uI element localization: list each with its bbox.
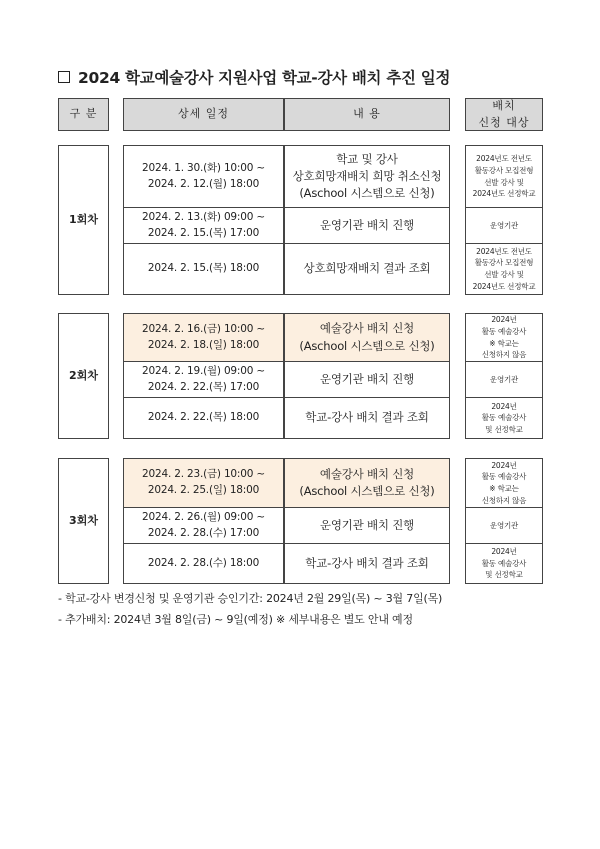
schedule-target: 2024년 활동 예술강사 및 선정학교 <box>465 543 543 584</box>
schedule-content: 운영기관 배치 진행 <box>284 207 450 244</box>
schedule-date: 2024. 2. 13.(화) 09:00 ~ 2024. 2. 15.(목) 17:00 <box>123 207 284 244</box>
schedule-content: 학교-강사 배치 결과 조회 <box>284 397 450 439</box>
page-title-text: 2024 학교예술강사 지원사업 학교-강사 배치 추진 일정 <box>78 69 451 87</box>
schedule-date: 2024. 2. 22.(목) 18:00 <box>123 397 284 439</box>
schedule-content: 예술강사 배치 신청 (Aschool 시스템으로 신청) <box>284 458 450 508</box>
schedule-content: 학교-강사 배치 결과 조회 <box>284 543 450 584</box>
round-label: 3회차 <box>58 458 109 584</box>
schedule-target: 2024년 활동 예술강사 ※ 학교는 신청하지 않음 <box>465 313 543 362</box>
schedule-target: 운영기관 <box>465 361 543 398</box>
round-label: 2회차 <box>58 313 109 439</box>
schedule-target: 2024년 활동 예술강사 ※ 학교는 신청하지 않음 <box>465 458 543 508</box>
schedule-date: 2024. 2. 19.(월) 09:00 ~ 2024. 2. 22.(목) 17:00 <box>123 361 284 398</box>
schedule-target: 2024년 활동 예술강사 및 선정학교 <box>465 397 543 439</box>
schedule-date: 2024. 2. 23.(금) 10:00 ~ 2024. 2. 25.(일) 18:00 <box>123 458 284 508</box>
header-target: 배치 신청 대상 <box>465 98 543 131</box>
header-content: 내 용 <box>284 98 450 131</box>
page-title <box>58 66 558 88</box>
schedule-content: 운영기관 배치 진행 <box>284 507 450 544</box>
note-change-approval: - 학교-강사 변경신청 및 운영기관 승인기간: 2024년 2월 29일(목) ~ 3월 7일(목) <box>58 592 443 605</box>
checkbox-square-icon <box>58 71 70 83</box>
schedule-date: 2024. 2. 16.(금) 10:00 ~ 2024. 2. 18.(일) 18:00 <box>123 313 284 362</box>
schedule-target: 운영기관 <box>465 507 543 544</box>
schedule-date: 2024. 2. 15.(목) 18:00 <box>123 243 284 295</box>
schedule-content: 예술강사 배치 신청 (Aschool 시스템으로 신청) <box>284 313 450 362</box>
schedule-target: 운영기관 <box>465 207 543 244</box>
schedule-target: 2024년도 전년도 활동강사 모집전형 선발 강사 및 2024년도 선정학교 <box>465 145 543 208</box>
schedule-content: 상호희망재배치 결과 조회 <box>284 243 450 295</box>
schedule-target: 2024년도 전년도 활동강사 모집전형 선발 강사 및 2024년도 선정학교 <box>465 243 543 295</box>
schedule-date: 2024. 2. 28.(수) 18:00 <box>123 543 284 584</box>
schedule-date: 2024. 2. 26.(월) 09:00 ~ 2024. 2. 28.(수) 17:00 <box>123 507 284 544</box>
note-additional-placement: - 추가배치: 2024년 3월 8일(금) ~ 9일(예정) ※ 세부내용은 별도 안내 예정 <box>58 613 413 626</box>
round-label: 1회차 <box>58 145 109 295</box>
schedule-content: 운영기관 배치 진행 <box>284 361 450 398</box>
schedule-date: 2024. 1. 30.(화) 10:00 ~ 2024. 2. 12.(월) 18:00 <box>123 145 284 208</box>
schedule-content: 학교 및 강사 상호희망재배치 희망 취소신청 (Aschool 시스템으로 신청) <box>284 145 450 208</box>
header-division: 구 분 <box>58 98 109 131</box>
header-schedule: 상세 일정 <box>123 98 284 131</box>
